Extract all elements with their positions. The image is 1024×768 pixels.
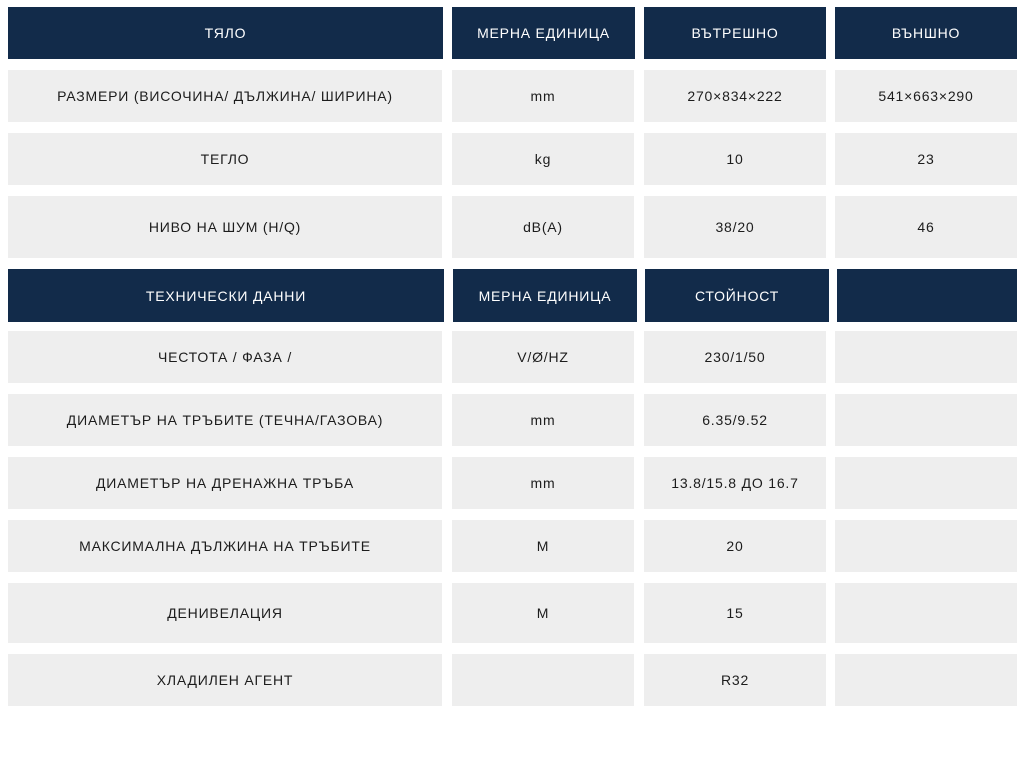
header-unit-2: МЕРНА ЕДИНИЦА [453,269,637,322]
row-pipe-diameter-value: 6.35/9.52 [644,394,826,446]
row-noise-outdoor: 46 [835,196,1017,258]
header-empty [837,269,1017,322]
header-indoor: ВЪТРЕШНО [644,7,826,59]
row-weight-indoor: 10 [644,133,826,185]
row-refrigerant-extra [835,654,1017,706]
row-noise-indoor: 38/20 [644,196,826,258]
row-weight-unit: kg [452,133,634,185]
row-elevation-label: ДЕНИВЕЛАЦИЯ [8,583,442,643]
header-outdoor: ВЪНШНО [835,7,1017,59]
row-frequency-value: 230/1/50 [644,331,826,383]
row-elevation-extra [835,583,1017,643]
row-refrigerant-unit [452,654,634,706]
row-pipe-diameter-label: ДИАМЕТЪР НА ТРЪБИТЕ (ТЕЧНА/ГАЗОВА) [8,394,442,446]
row-max-length-label: МАКСИМАЛНА ДЪЛЖИНА НА ТРЪБИТЕ [8,520,442,572]
row-drain-pipe-label: ДИАМЕТЪР НА ДРЕНАЖНА ТРЪБА [8,457,442,509]
header-unit: МЕРНА ЕДИНИЦА [452,7,635,59]
row-refrigerant-value: R32 [644,654,826,706]
row-weight-outdoor: 23 [835,133,1017,185]
row-max-length-value: 20 [644,520,826,572]
row-noise-label: НИВО НА ШУМ (H/Q) [8,196,442,258]
row-elevation-value: 15 [644,583,826,643]
row-dimensions-label: РАЗМЕРИ (ВИСОЧИНА/ ДЪЛЖИНА/ ШИРИНА) [8,70,442,122]
header-body: ТЯЛО [8,7,443,59]
row-refrigerant-label: ХЛАДИЛЕН АГЕНТ [8,654,442,706]
row-pipe-diameter-unit: mm [452,394,634,446]
row-pipe-diameter-extra [835,394,1017,446]
row-frequency-extra [835,331,1017,383]
row-max-length-extra [835,520,1017,572]
row-frequency-label: ЧЕСТОТА / ФАЗА / [8,331,442,383]
row-dimensions-indoor: 270×834×222 [644,70,826,122]
row-drain-pipe-unit: mm [452,457,634,509]
row-dimensions-outdoor: 541×663×290 [835,70,1017,122]
header-tech-data: ТЕХНИЧЕСКИ ДАННИ [8,269,444,322]
row-noise-unit: dB(A) [452,196,634,258]
row-weight-label: ТЕГЛО [8,133,442,185]
row-drain-pipe-extra [835,457,1017,509]
row-dimensions-unit: mm [452,70,634,122]
row-elevation-unit: M [452,583,634,643]
row-drain-pipe-value: 13.8/15.8 ДО 16.7 [644,457,826,509]
header-value: СТОЙНОСТ [645,269,829,322]
row-frequency-unit: V/Ø/HZ [452,331,634,383]
row-max-length-unit: M [452,520,634,572]
